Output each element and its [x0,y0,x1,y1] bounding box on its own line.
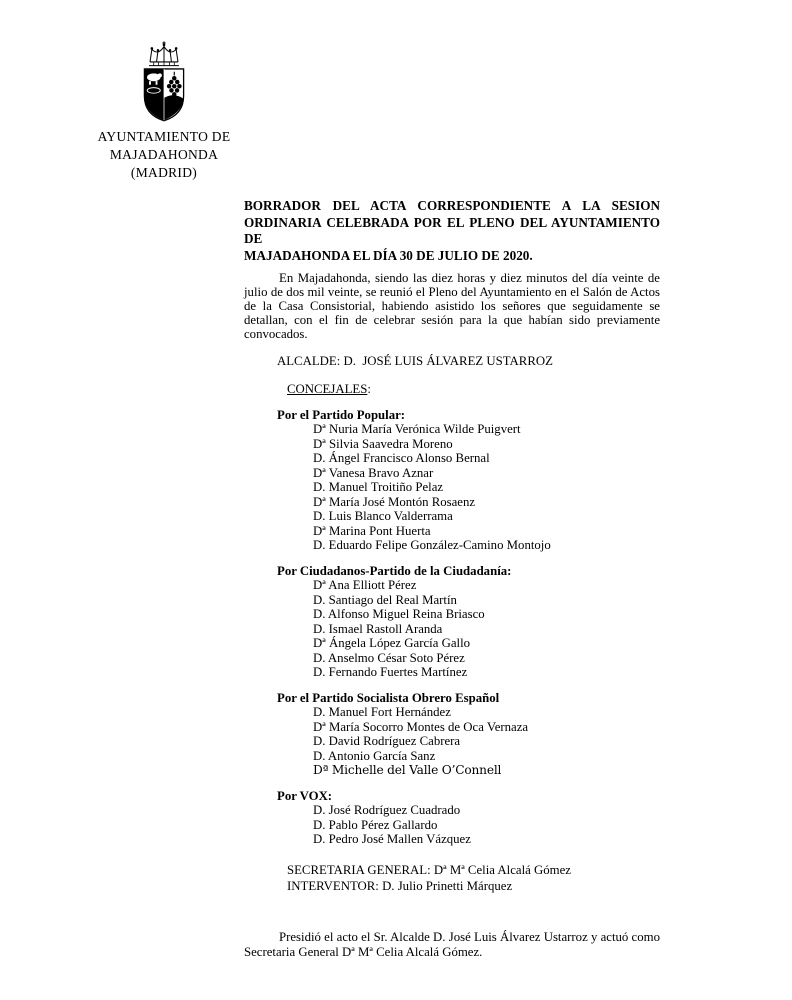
concejales-colon: : [367,382,371,397]
coat-of-arms-icon [131,40,197,124]
document-title [244,198,660,264]
letterhead [58,40,270,182]
minutes-body [244,198,660,959]
member-name: D. Manuel Fort Hernández [313,705,451,720]
alcalde-name: D. JOSÉ LUIS ÁLVAREZ USTARROZ [343,353,553,368]
official-line: INTERVENTOR: D. Julio Prinetti Márquez [287,878,513,893]
member-name: D. Pablo Pérez Gallardo [313,817,438,832]
member-name: Dª Vanesa Bravo Aznar [313,465,434,480]
party-group [244,691,660,778]
party-group [244,789,660,847]
member-name: D. Anselmo César Soto Pérez [313,650,465,665]
party-group-heading: Por Ciudadanos-Partido de la Ciudadanía: [277,563,512,578]
officials-block [244,863,660,894]
member-name: Dª María José Montón Rosaenz [313,494,476,509]
alcalde-label: ALCALDE: [277,353,341,368]
member-name: Dª Silvia Saavedra Moreno [313,436,453,451]
member-name: Dª Ana Elliott Pérez [313,578,417,593]
party-group-heading: Por el Partido Popular: [277,407,406,422]
alcalde-line [244,354,660,369]
member-name: D. Fernando Fuertes Martínez [313,665,468,680]
member-name: D. Manuel Troitiño Pelaz [313,480,444,495]
member-name: Dª Marina Pont Huerta [313,523,431,538]
member-name: Dª María Socorro Montes de Oca Vernaza [313,719,529,734]
party-group [244,408,660,553]
title-line: BORRADOR DEL ACTA CORRESPONDIENTE A LA SESION [244,198,660,213]
member-name: D. David Rodríguez Cabrera [313,734,461,749]
member-name: Dª Ángela López García Gallo [313,636,471,651]
member-name: Dª Nuria María Verónica Wilde Puigvert [313,422,521,437]
member-name: D. Luis Blanco Valderrama [313,509,453,524]
member-name: D. Ángel Francisco Alonso Bernal [313,451,490,466]
member-name-alt-font: Dª Michelle del Valle O’Connell [313,763,502,778]
org-name-line: MAJADAHONDA [109,147,219,162]
member-name: D. Alfonso Miguel Reina Briasco [313,607,485,622]
org-name-line: AYUNTAMIENTO DE [97,129,231,144]
party-group-heading: Por VOX: [277,788,333,803]
concejales-word: CONCEJALES [287,382,368,397]
concejales-groups [244,408,660,847]
party-group [244,564,660,680]
title-line: ORDINARIA CELEBRADA POR EL PLENO DEL AYUNTAMIENTO DE [244,214,660,247]
member-name: D. Eduardo Felipe González-Camino Montojo [313,538,551,553]
member-name: D. Pedro José Mallen Vázquez [313,832,471,847]
member-name: D. José Rodríguez Cuadrado [313,803,461,818]
party-group-heading: Por el Partido Socialista Obrero Español [277,690,500,705]
member-name: D. Santiago del Real Martín [313,592,457,607]
member-name: D. Antonio García Sanz [313,748,436,763]
closing-paragraph: Presidió el acto el Sr. Alcalde D. José Luis Álvarez Ustarroz y actuó como Secretaria General Dª Mª Celia Alcalá Gómez. [244,930,660,959]
title-line: MAJADAHONDA EL DÍA 30 DE JULIO DE 2020. [244,247,533,263]
intro-paragraph: En Majadahonda, siendo las diez horas y diez minutos del día veinte de julio de dos mil veinte, se reunió el Pleno del Ayuntamiento en el Salón de Actos de la Casa Consistorial, habiendo asistido los señores que seguidamente se detallan, con el fin de celebrar sesión para la que habían sido previamente convocados. [244,271,660,341]
official-line: SECRETARIA GENERAL: Dª Mª Celia Alcalá Gómez [287,862,571,877]
member-name: D. Ismael Rastoll Aranda [313,621,443,636]
concejales-heading [244,382,660,397]
org-name-line: (MADRID) [130,165,198,180]
